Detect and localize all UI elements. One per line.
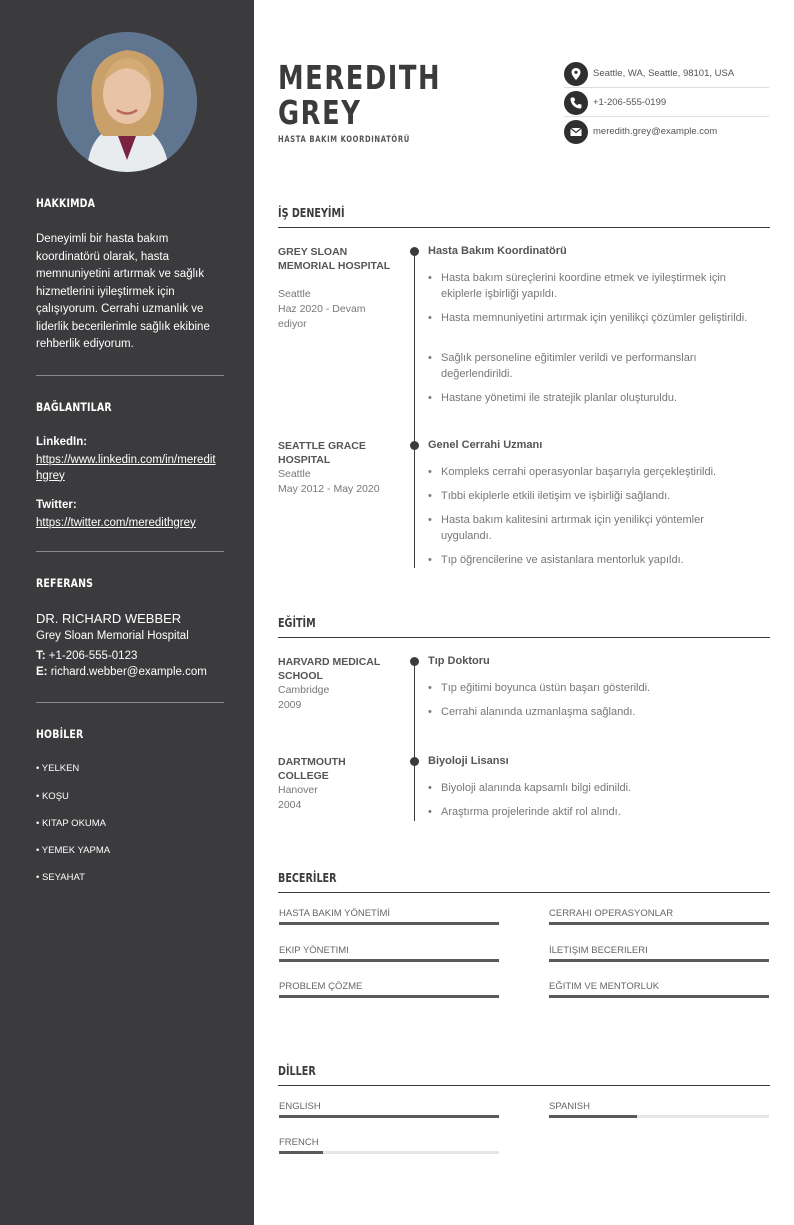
experience-bullet: • Hasta memnuniyetini artırmak için yenilikçi çözümler geliştirildi. <box>428 310 758 326</box>
timeline-dot <box>410 757 419 766</box>
person-name <box>278 60 441 130</box>
reference-org: Grey Sloan Memorial Hospital <box>36 630 189 642</box>
experience-location: Seattle <box>278 288 311 300</box>
hobby-item: • YELKEN <box>36 763 80 774</box>
experience-org: GREY SLOAN MEMORIAL HOSPITAL <box>278 246 391 272</box>
reference-email <box>36 666 207 678</box>
timeline-line <box>414 411 415 568</box>
language-bar <box>279 1115 499 1118</box>
education-bullet: • Tıp eğitimi boyunca üstün başarı gösterildi. <box>428 680 758 696</box>
job-title: HASTA BAKIM KOORDINATÖRÜ <box>278 135 410 145</box>
main-content <box>254 0 794 1225</box>
divider <box>36 551 224 552</box>
link-twitter-block <box>36 497 226 531</box>
language-bar-fill <box>279 1151 323 1154</box>
timeline-line <box>414 661 415 821</box>
experience-bullet: • Hasta bakım süreçlerini koordine etmek ve iyileştirmek için ekiplerle işbirliği yapıldı. <box>428 270 758 302</box>
skill-label: EKIP YÖNETIMI <box>279 944 349 956</box>
section-divider <box>278 892 770 893</box>
reference-email-label: E: <box>36 666 48 678</box>
hobby-item: • YEMEK YAPMA <box>36 845 111 856</box>
reference-phone-label: T: <box>36 650 46 662</box>
language-bar-fill <box>549 1115 637 1118</box>
location-pin-icon <box>564 62 588 86</box>
education-degree: Biyoloji Lisansı <box>428 755 509 767</box>
profile-photo <box>57 32 197 172</box>
experience-role: Hasta Bakım Koordinatörü <box>428 245 567 257</box>
skill-bar <box>279 995 499 998</box>
experience-bullet: • Tıp öğrencilerine ve asistanlara mentorluk yapıldı. <box>428 552 758 568</box>
language-label: FRENCH <box>279 1137 319 1148</box>
section-divider <box>278 1085 770 1086</box>
skill-bar-fill <box>279 959 499 962</box>
experience-dates: Haz 2020 - Devam ediyor <box>278 303 366 330</box>
language-label: SPANISH <box>549 1101 591 1112</box>
skill-bar <box>549 922 769 925</box>
contact-address-text: Seattle, WA, Seattle, 98101, USA <box>593 68 735 79</box>
links-heading: BAĞLANTILAR <box>36 400 112 414</box>
reference-heading: REFERANS <box>36 576 94 590</box>
link-linkedin-block <box>36 434 226 484</box>
education-location: Cambridge <box>278 684 330 696</box>
timeline-line <box>414 251 415 411</box>
hobby-item: • KITAP OKUMA <box>36 818 107 829</box>
skill-bar-fill <box>549 959 769 962</box>
education-bullet: • Biyoloji alanında kapsamlı bilgi edinildi. <box>428 780 758 796</box>
name-first: MEREDITH <box>278 58 442 97</box>
hobby-item: • KOŞU <box>36 791 69 802</box>
experience-heading: İŞ DENEYİMİ <box>278 206 345 220</box>
skill-label: HASTA BAKIM YÖNETİMİ <box>279 908 391 919</box>
skill-label: İLETIŞIM BECERILERI <box>549 944 648 956</box>
experience-bullet: • Kompleks cerrahi operasyonlar başarıyla gerçekleştirildi. <box>428 464 758 480</box>
language-bar <box>279 1151 499 1154</box>
education-dates: 2009 <box>278 699 302 711</box>
sidebar <box>0 0 254 1225</box>
language-bar-fill <box>279 1115 499 1118</box>
reference-email-value: richard.webber@example.com <box>50 666 207 678</box>
avatar <box>57 32 197 172</box>
skill-bar-fill <box>549 922 769 925</box>
experience-bullet: • Tıbbi ekiplerle etkili iletişim ve işbirliği sağlandı. <box>428 488 758 504</box>
skill-bar <box>279 922 499 925</box>
skill-label: EĞITIM VE MENTORLUK <box>549 981 660 992</box>
contact-address <box>564 60 769 88</box>
reference-phone-value: +1-206-555-0123 <box>48 650 138 662</box>
skill-bar-fill <box>549 995 769 998</box>
education-dates: 2004 <box>278 799 302 811</box>
about-heading: HAKKIMDA <box>36 196 96 210</box>
about-text: Deneyimli bir hasta bakım koordinatörü olarak, hasta memnuniyetini artırmak ve sağlık hizmetlerini iyileştirmek için çalışıyorum. Cerrahi uzmanlık ve liderlik becerilerimle sağlık ekibine rehberlik ediyorum. <box>36 233 210 350</box>
skill-label: CERRAHI OPERASYONLAR <box>549 908 674 919</box>
link-linkedin[interactable]: https://www.linkedin.com/in/meredithgrey <box>36 453 216 482</box>
hobby-item: • SEYAHAT <box>36 872 85 883</box>
timeline-dot <box>410 657 419 666</box>
reference-phone <box>36 650 137 662</box>
contact-phone-text: +1-206-555-0199 <box>593 97 667 108</box>
education-location: Hanover <box>278 784 318 796</box>
education-degree: Tıp Doktoru <box>428 655 490 667</box>
languages-heading: DİLLER <box>278 1064 316 1078</box>
contact-email-text[interactable]: meredith.grey@example.com <box>593 126 718 137</box>
name-last: GREY <box>278 93 362 132</box>
timeline-dot <box>410 247 419 256</box>
experience-dates: May 2012 - May 2020 <box>278 483 380 495</box>
skill-bar-fill <box>279 922 499 925</box>
experience-bullet: • Hasta bakım kalitesini artırmak için yenilikçi yöntemler uygulandı. <box>428 512 738 544</box>
divider <box>36 702 224 703</box>
mail-icon <box>564 120 588 144</box>
education-org: HARVARD MEDICAL SCHOOL <box>278 656 381 682</box>
experience-bullet: • Sağlık personeline eğitimler verildi ve performansları değerlendirildi. <box>428 350 728 382</box>
section-divider <box>278 227 770 228</box>
phone-icon <box>564 91 588 115</box>
skill-bar <box>549 959 769 962</box>
skills-heading: BECERİLER <box>278 871 337 885</box>
skill-bar-fill <box>279 995 499 998</box>
experience-role: Genel Cerrahi Uzmanı <box>428 439 543 451</box>
section-divider <box>278 637 770 638</box>
experience-org: SEATTLE GRACE HOSPITAL <box>278 440 366 466</box>
divider <box>36 375 224 376</box>
education-bullet: • Araştırma projelerinde aktif rol alındı. <box>428 804 758 820</box>
skill-label: PROBLEM ÇÖZME <box>279 981 363 992</box>
hobbies-heading: HOBİLER <box>36 727 84 741</box>
link-twitter-label: Twitter: <box>36 499 77 511</box>
link-twitter[interactable]: https://twitter.com/meredithgrey <box>36 516 196 529</box>
education-org: DARTMOUTH COLLEGE <box>278 756 346 782</box>
education-bullet: • Cerrahi alanında uzmanlaşma sağlandı. <box>428 704 758 720</box>
language-label: ENGLISH <box>279 1101 321 1112</box>
skill-bar <box>549 995 769 998</box>
reference-name: DR. RICHARD WEBBER <box>36 611 182 626</box>
link-linkedin-label: LinkedIn: <box>36 436 88 448</box>
timeline-dot <box>410 441 419 450</box>
education-heading: EĞİTİM <box>278 616 316 630</box>
language-bar <box>549 1115 769 1118</box>
experience-location: Seattle <box>278 468 311 480</box>
experience-bullet: • Hastane yönetimi ile stratejik planlar oluşturuldu. <box>428 390 758 406</box>
contact-email <box>564 118 769 146</box>
contact-phone <box>564 89 769 117</box>
skill-bar <box>279 959 499 962</box>
